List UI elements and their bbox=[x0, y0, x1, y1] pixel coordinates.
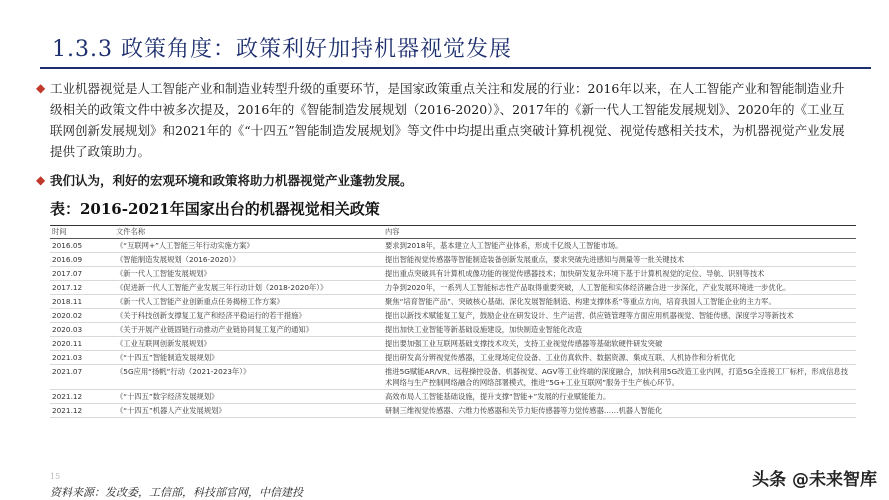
table-row bbox=[50, 323, 856, 337]
cell-document: 《智能制造发展规划（2016-2020）》 bbox=[114, 253, 383, 267]
bullet-text-2: 我们认为，利好的宏观环境和政策将助力机器视觉产业蓬勃发展。 bbox=[50, 173, 413, 188]
cell-date: 2020.03 bbox=[50, 323, 114, 337]
cell-document: 《“十四五”数字经济发展规划》 bbox=[114, 390, 383, 404]
cell-content: 力争到2020年，一系列人工智能标志性产品取得重要突破，人工智能和实体经济融合进一步深化，产业发展环境进一步优化。 bbox=[383, 281, 856, 295]
cell-content: 提出以新技术赋能复工复产，鼓励企业在研发设计、生产运营、供应链管理等方面应用机器视觉、智能传感、深度学习等新技术 bbox=[383, 309, 856, 323]
table-row bbox=[50, 239, 856, 253]
column-header-date: 时间 bbox=[50, 226, 114, 239]
section-title: 1.3.3 政策角度：政策利好加持机器视觉发展 bbox=[52, 37, 512, 62]
cell-content: 聚焦“培育智能产品”、突破核心基础、深化发展智能制造、构建支撑体系”等重点方向，培育我国人工智能企业的主力军。 bbox=[383, 295, 856, 309]
column-header-content: 内容 bbox=[383, 226, 856, 239]
table-row bbox=[50, 253, 856, 267]
bullet-paragraph-1 bbox=[36, 78, 850, 162]
cell-date: 2018.11 bbox=[50, 295, 114, 309]
bullet-dot-icon: ◆ bbox=[36, 81, 46, 95]
cell-content: 推进5G赋能AR/VR、远程操控设备、机器视觉、AGV等工业终端的深度融合，加快利用5G改造工业内网，打造5G全连接工厂标杆，形成信息技术网络与生产控制网络融合的网络部署模式，推进“5G+工业互联网”服务于生产核心环节。 bbox=[383, 365, 856, 390]
cell-document: 《“十四五”智能制造发展规划》 bbox=[114, 351, 383, 365]
cell-content: 提出智能视觉传感器等智能制造装备创新发展重点，要求突破先进感知与测量等一批关键技术 bbox=[383, 253, 856, 267]
cell-document: 《5G应用“扬帆”行动（2021-2023年）》 bbox=[114, 365, 383, 390]
source-note: 资料来源：发改委，工信部，科技部官网，中信建投 bbox=[50, 486, 303, 499]
watermark-text: 头条 @未来智库 bbox=[752, 470, 877, 490]
table-row bbox=[50, 309, 856, 323]
page-number: 15 bbox=[50, 472, 61, 481]
table-row bbox=[50, 390, 856, 404]
table-header-row bbox=[50, 226, 856, 239]
column-header-doc: 文件名称 bbox=[114, 226, 383, 239]
cell-date: 2016.09 bbox=[50, 253, 114, 267]
policy-table bbox=[50, 225, 856, 418]
section-header bbox=[0, 30, 889, 70]
cell-document: 《关于科技创新支撑复工复产和经济平稳运行的若干措施》 bbox=[114, 309, 383, 323]
cell-document: 《关于开展产业链固链行动推动产业链协同复工复产的通知》 bbox=[114, 323, 383, 337]
cell-date: 2020.11 bbox=[50, 337, 114, 351]
cell-date: 2020.02 bbox=[50, 309, 114, 323]
table-row bbox=[50, 404, 856, 418]
cell-content: 要求到2018年，基本建立人工智能产业体系，形成千亿级人工智能市场。 bbox=[383, 239, 856, 253]
cell-content: 提出要加强工业互联网基础支撑技术攻关，支持工业视觉传感器等基础软硬件研发突破 bbox=[383, 337, 856, 351]
bullet-text-1: 工业机器视觉是人工智能产业和制造业转型升级的重要环节，是国家政策重点关注和发展的行业：2016年以来，在人工智能产业和智能制造业升级相关的政策文件中被多次提及，2016年的《智能制造发展规划（2016-2020）》、2017年的《新一代人工智能发展规划》、2020年的《工业互联网创新发展规划》和2021年的《“十四五”智能制造发展规划》等文件中均提出重点突破计算机视觉、视觉传感相关技术，为机器视觉产业发展提供了政策助力。 bbox=[50, 81, 845, 159]
table-row bbox=[50, 365, 856, 390]
cell-document: 《“十四五”机器人产业发展规划》 bbox=[114, 404, 383, 418]
cell-date: 2017.12 bbox=[50, 281, 114, 295]
cell-content: 提出研发高分辨视觉传感器，工业现场定位设备、工业仿真软件、数据资源、集成互联、人机协作和分析优化 bbox=[383, 351, 856, 365]
watermark bbox=[748, 463, 881, 492]
bullet-paragraph-2 bbox=[36, 170, 850, 191]
cell-content: 研制三维视觉传感器、六维力传感器和关节力矩传感器等力觉传感器……机器人智能化 bbox=[383, 404, 856, 418]
cell-date: 2021.03 bbox=[50, 351, 114, 365]
table-row bbox=[50, 337, 856, 351]
cell-date: 2017.07 bbox=[50, 267, 114, 281]
bullet-dot-icon: ◆ bbox=[36, 173, 46, 187]
cell-date: 2021.07 bbox=[50, 365, 114, 390]
cell-date: 2021.12 bbox=[50, 390, 114, 404]
cell-content: 提出加快工业智能等新基础设施建设，加快制造业智能化改造 bbox=[383, 323, 856, 337]
cell-document: 《新一代人工智能发展规划》 bbox=[114, 267, 383, 281]
cell-document: 《“互联网+”人工智能三年行动实施方案》 bbox=[114, 239, 383, 253]
cell-content: 高效布局人工智能基础设施，提升支撑“智能+”发展的行业赋能能力。 bbox=[383, 390, 856, 404]
table-row bbox=[50, 351, 856, 365]
cell-document: 《新一代人工智能产业创新重点任务揭榜工作方案》 bbox=[114, 295, 383, 309]
table-row bbox=[50, 281, 856, 295]
header-divider bbox=[40, 67, 871, 69]
cell-document: 《促进新一代人工智能产业发展三年行动计划（2018-2020年）》 bbox=[114, 281, 383, 295]
cell-content: 提出重点突破具有计算机成像功能的视觉传感器技术；加快研发复杂环境下基于计算机视觉的定位、导航、识别等技术 bbox=[383, 267, 856, 281]
cell-document: 《工业互联网创新发展规划》 bbox=[114, 337, 383, 351]
cell-date: 2021.12 bbox=[50, 404, 114, 418]
table-title: 表：2016-2021年国家出台的机器视觉相关政策 bbox=[50, 200, 380, 218]
cell-date: 2016.05 bbox=[50, 239, 114, 253]
table-row bbox=[50, 267, 856, 281]
table-row bbox=[50, 295, 856, 309]
